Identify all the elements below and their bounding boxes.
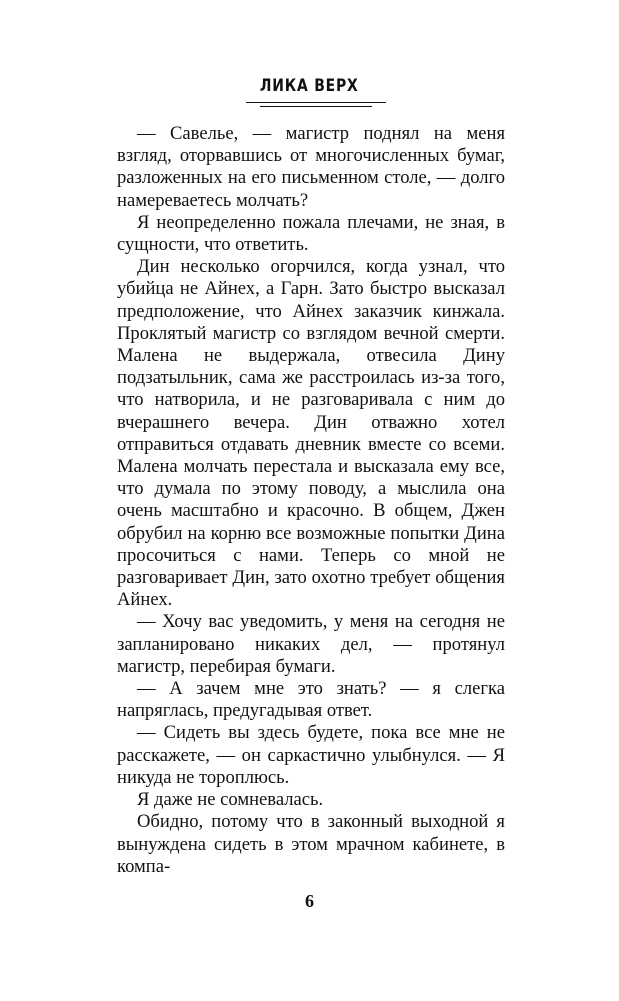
paragraph-3: Дин несколько огорчился, когда узнал, что убийца не Айнех, а Гарн. Зато быстро высказал предположение, что Айнех заказчик кинжала. Проклятый магистр со взглядом вечной смерти. Малена не выдержала, отвесила Дину подзатыльник, сама же расстроилась из-за того, что натворила, и не разговаривала с ним до вчерашнего вечера. Дин отважно хотел отправиться отдавать дневник вместе со всеми. Малена молчать перестала и высказала ему все, что думала по этому поводу, а мыслила она очень масштабно и красочно. В общем, Джен обрубил на корню все возможные попытки Дина просочиться с нами. Теперь со мной не разговаривает Дин, зато охотно требует общения Айнех.	[117, 256, 505, 611]
running-head	[0, 76, 619, 96]
paragraph-5: — А зачем мне это знать? — я слегка напряглась, предугадывая ответ.	[117, 678, 505, 722]
paragraph-4: — Хочу вас уведомить, у меня на сегодня не запланировано никаких дел, — протянул магистр, перебирая бумаги.	[117, 611, 505, 677]
running-head-rule-bottom	[260, 106, 372, 107]
paragraph-7: Я даже не сомневалась.	[137, 789, 324, 811]
running-head-author: ЛИКА ВЕРХ	[260, 76, 359, 96]
paragraph-6: — Сидеть вы здесь будете, пока все мне не расскажете, — он саркастично улыбнулся. — Я никуда не тороплюсь.	[117, 722, 505, 788]
body-text	[117, 123, 505, 878]
paragraph-8: Обидно, потому что в законный выходной я вынуждена сидеть в этом мрачном кабинете, в компа-	[117, 811, 505, 877]
running-head-rule-top	[246, 102, 386, 103]
paragraph-1: — Савелье, — магистр поднял на меня взгляд, оторвавшись от многочисленных бумаг, разложенных на его письменном столе, — долго намереваетесь молчать?	[117, 123, 505, 211]
paragraph-2: Я неопределенно пожала плечами, не зная, в сущности, что ответить.	[117, 211, 505, 256]
page-number: 6	[305, 891, 314, 911]
